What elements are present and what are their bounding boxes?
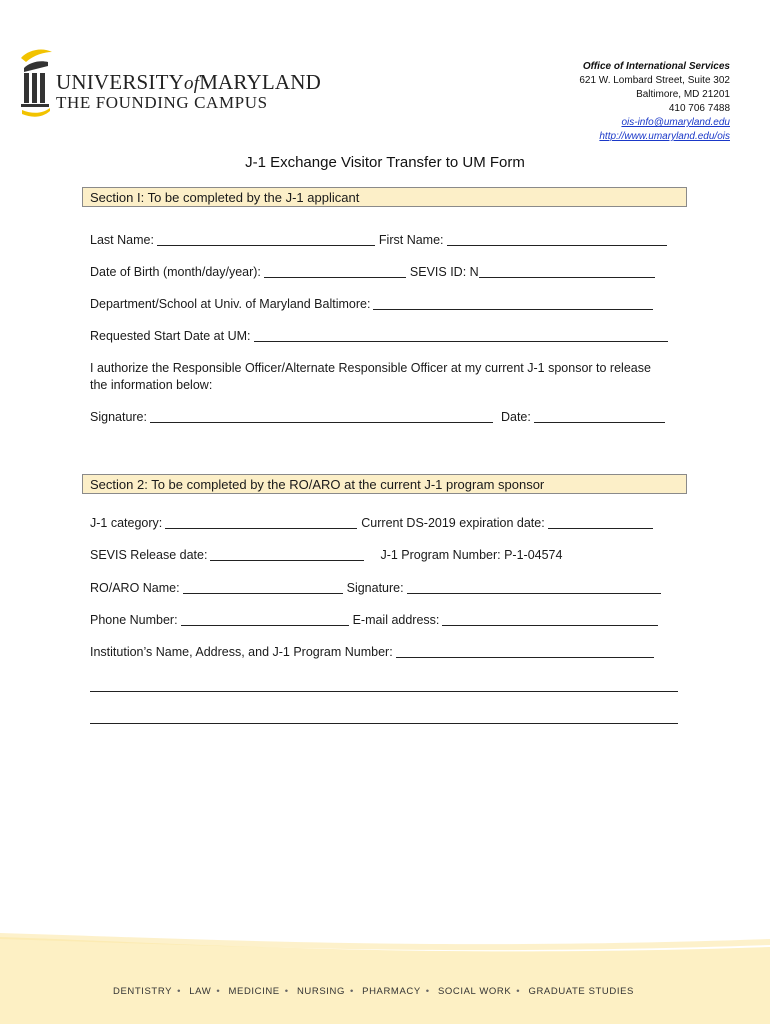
footer-schools-list [113, 986, 634, 997]
office-phone: 410 706 7488 [668, 103, 730, 114]
institution-extra-line-2[interactable] [90, 723, 678, 724]
footer-school: GRADUATE STUDIES [528, 986, 634, 997]
applicant-signature-row [90, 409, 669, 424]
authorization-text: I authorize the Responsible Officer/Alternate Responsible Officer at my current J-1 sponsor to release the information below: [90, 361, 651, 392]
department-field[interactable] [373, 296, 653, 310]
footer-wave-decoration [0, 925, 770, 1024]
institution-extra-line-1[interactable] [90, 691, 678, 692]
first-name-label: First Name: [378, 233, 444, 247]
release-row [90, 547, 562, 562]
logo-wordmark: UNIVERSITYofMARYLAND [56, 70, 321, 94]
contact-row [90, 612, 662, 627]
office-email-link[interactable]: ois-info@umaryland.edu [621, 117, 730, 128]
phone-field[interactable] [181, 612, 349, 626]
first-name-field[interactable] [447, 232, 667, 246]
institution-label: Institution’s Name, Address, and J-1 Program Number: [90, 645, 393, 659]
office-address-block [579, 60, 730, 144]
signature-label: Signature: [90, 410, 147, 424]
sevis-id-label: SEVIS ID: N [409, 265, 479, 279]
ds2019-label: Current DS-2019 expiration date: [361, 516, 545, 530]
ds2019-field[interactable] [548, 515, 653, 529]
institution-row [90, 644, 658, 659]
institution-field[interactable] [396, 644, 654, 658]
separator-dot: • [349, 986, 354, 997]
dob-row [90, 264, 659, 279]
sevis-release-field[interactable] [210, 547, 364, 561]
address-line-2: Baltimore, MD 21201 [636, 89, 730, 100]
date-label: Date: [500, 410, 531, 424]
email-field[interactable] [442, 612, 658, 626]
start-date-row [90, 328, 672, 343]
roaro-name-field[interactable] [183, 580, 343, 594]
section-1-heading: Section I: To be completed by the J-1 applicant [82, 187, 687, 207]
j1-category-label: J-1 category: [90, 516, 163, 530]
phone-label: Phone Number: [90, 613, 178, 627]
footer-school: DENTISTRY [113, 986, 173, 997]
logo-subtitle: THE FOUNDING CAMPUS [56, 93, 268, 112]
name-row [90, 232, 671, 247]
sevis-id-field[interactable] [479, 264, 655, 278]
address-line-1: 621 W. Lombard Street, Suite 302 [579, 75, 730, 86]
footer-school: PHARMACY [362, 986, 421, 997]
dob-label: Date of Birth (month/day/year): [90, 265, 261, 279]
separator-dot: • [216, 986, 221, 997]
form-title: J-1 Exchange Visitor Transfer to UM Form [245, 154, 525, 171]
separator-dot: • [177, 986, 182, 997]
separator-dot: • [516, 986, 521, 997]
email-label: E-mail address: [352, 613, 440, 627]
start-date-field[interactable] [254, 328, 668, 342]
footer-school: LAW [189, 986, 212, 997]
footer-school: MEDICINE [228, 986, 280, 997]
roaro-name-label: RO/ARO Name: [90, 581, 180, 595]
sevis-release-label: SEVIS Release date: [90, 548, 208, 562]
department-row [90, 296, 657, 311]
j1-category-field[interactable] [165, 515, 357, 529]
building-dome-icon [18, 48, 54, 120]
roaro-signature-field[interactable] [407, 580, 661, 594]
roaro-row [90, 580, 665, 595]
category-row [90, 515, 657, 530]
separator-dot: • [425, 986, 430, 997]
separator-dot: • [284, 986, 289, 997]
roaro-signature-label: Signature: [346, 581, 404, 595]
section-2-heading: Section 2: To be completed by the RO/ARO at the current J-1 program sponsor [82, 474, 687, 494]
footer-school: NURSING [296, 986, 345, 997]
dob-field[interactable] [264, 264, 406, 278]
start-date-label: Requested Start Date at UM: [90, 329, 251, 343]
footer-school: SOCIAL WORK [437, 986, 512, 997]
applicant-signature-field[interactable] [150, 409, 493, 423]
last-name-label: Last Name: [90, 233, 154, 247]
last-name-field[interactable] [157, 232, 375, 246]
office-website-link[interactable]: http://www.umaryland.edu/ois [599, 131, 730, 142]
applicant-date-field[interactable] [534, 409, 665, 423]
program-number-text: J-1 Program Number: P-1-04574 [380, 548, 563, 562]
department-label: Department/School at Univ. of Maryland Baltimore: [90, 297, 371, 311]
office-name: Office of International Services [582, 61, 730, 72]
university-logo [18, 48, 321, 120]
